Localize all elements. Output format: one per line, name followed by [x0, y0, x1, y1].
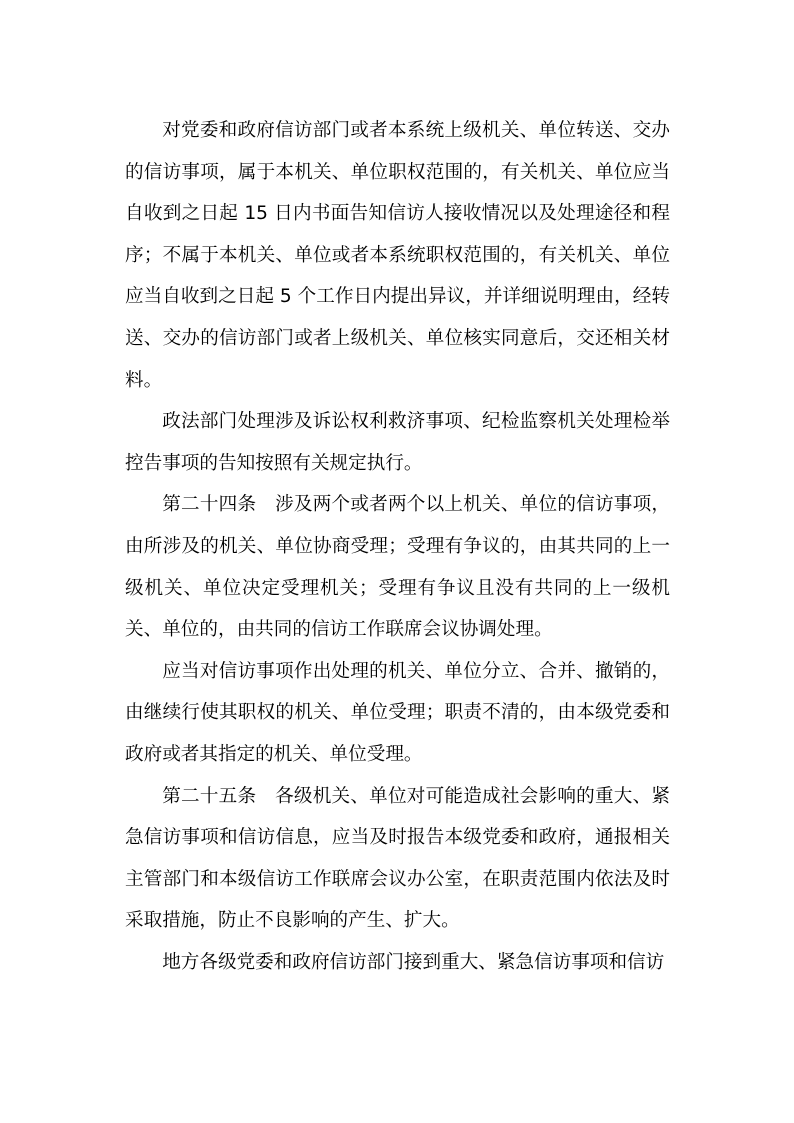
- paragraph-article-24: 第二十四条 涉及两个或者两个以上机关、单位的信访事项，由所涉及的机关、单位协商受理；受理有争议的，由其共同的上一级机关、单位决定受理机关；受理有争议且没有共同的上一级机关、单位的，由共同的信访工作联席会议协调处理。: [125, 494, 670, 641]
- paragraph-article-25: 第二十五条 各级机关、单位对可能造成社会影响的重大、紧急信访事项和信访信息，应当及时报告本级党委和政府，通报相关主管部门和本级信访工作联席会议办公室，在职责范围内依法及时采取措施，防止不良影响的产生、扩大。: [125, 785, 670, 932]
- paragraph-forwarded-matters: 对党委和政府信访部门或者本系统上级机关、单位转送、交办的信访事项，属于本机关、单位职权范围的，有关机关、单位应当自收到之日起 15 日内书面告知信访人接收情况以及处理途径和程序；不属于本机关、单位或者本系统职权范围的，有关机关、单位应当自收到之日起 5 个工作日内提出异议，并详细说明理由，经转送、交办的信访部门或者上级机关、单位核实同意后，交还相关材料。: [125, 120, 670, 391]
- paragraph-local-petition-departments: 地方各级党委和政府信访部门接到重大、紧急信访事项和信访: [162, 951, 665, 973]
- document-body: [125, 110, 670, 983]
- paragraph-reorganized-units: 应当对信访事项作出处理的机关、单位分立、合并、撤销的，由继续行使其职权的机关、单位受理；职责不清的，由本级党委和政府或者其指定的机关、单位受理。: [125, 660, 670, 765]
- paragraph-political-legal-notice: 政法部门处理涉及诉讼权利救济事项、纪检监察机关处理检举控告事项的告知按照有关规定执行。: [125, 411, 670, 474]
